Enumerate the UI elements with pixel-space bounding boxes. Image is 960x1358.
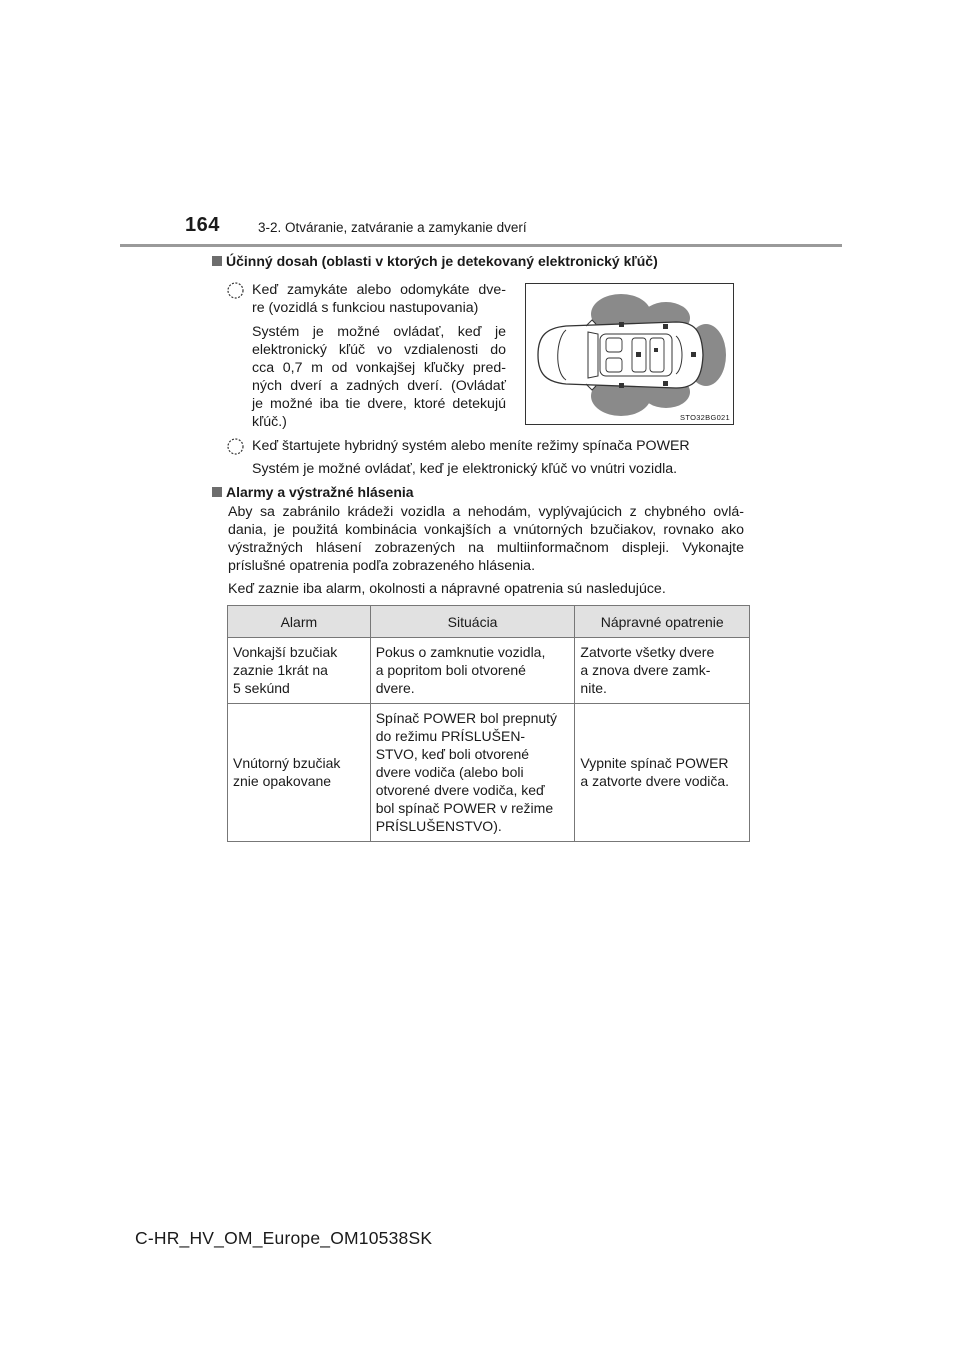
cell-line: Zatvorte všetky dvere — [580, 644, 715, 660]
table-cell-alarm — [228, 704, 371, 842]
table-cell-situation — [370, 638, 575, 704]
square-bullet-icon — [212, 256, 222, 266]
condition-oval-icon — [227, 438, 244, 455]
document-footer-code: C-HR_HV_OM_Europe_OM10538SK — [135, 1228, 433, 1248]
condition-lock-body-line: ných dverí a zadných dverí. (Ovládať — [252, 378, 506, 394]
cell-line: otvorené dvere vodiča, keď — [375, 782, 545, 798]
cell-line: Vypnite spínač POWER — [580, 755, 729, 771]
condition-oval-icon — [227, 282, 244, 299]
alarms-paragraph-line: výstražných hlásení zobrazených na multiinformačnom displeji. Vykonajte — [228, 540, 744, 556]
cell-line: a znova dvere zamk- — [580, 662, 711, 678]
cell-line: STVO, keď boli otvorené — [375, 746, 530, 762]
section-title: 3-2. Otváranie, zatváranie a zamykanie dverí — [258, 220, 527, 235]
table-header-cell: Situácia — [370, 606, 575, 638]
cell-line: a zatvorte dvere vodiča. — [580, 773, 730, 789]
condition-start-title: Keď štartujete hybridný systém alebo meníte režimy spínača POWER — [252, 438, 690, 454]
cell-line: PRÍSLUŠENSTVO). — [375, 818, 502, 834]
cell-line: dvere. — [375, 680, 415, 696]
cell-line: zaznie 1krát na — [233, 662, 328, 678]
alarms-paragraph-2: Keď zaznie iba alarm, okolnosti a nápravné opatrenia sú nasledujúce. — [228, 581, 666, 597]
alarms-paragraph-line: príslušné opatrenia podľa zobrazeného hlásenia. — [228, 558, 536, 574]
table-row — [228, 704, 750, 842]
condition-lock-title-line1: Keď zamykáte alebo odomykáte dve- — [252, 282, 506, 298]
condition-lock-body-line: cca 0,7 m od vonkajšej kľučky pred- — [252, 360, 506, 376]
figure-code: STO32BG021 — [680, 413, 730, 422]
cell-line: Vonkajší bzučiak — [233, 644, 338, 660]
alarms-paragraph-line: Aby sa zabránilo krádeži vozidla a nehodám, vyplývajúcich z chybného ovlá- — [228, 504, 744, 520]
table-cell-action — [575, 638, 750, 704]
square-bullet-icon — [212, 487, 222, 497]
condition-lock-title-line2: re (vozidlá s funkciou nastupovania) — [252, 300, 479, 316]
condition-lock-body-line: kľúč.) — [252, 414, 287, 430]
table-cell-alarm — [228, 638, 371, 704]
page-number: 164 — [185, 214, 220, 236]
condition-lock-body-line: elektronický kľúč vo vzdialenosti do — [252, 342, 506, 358]
section-heading-effective-range: Účinný dosah (oblasti v ktorých je detekovaný elektronický kľúč) — [226, 253, 658, 269]
table-header-cell: Nápravné opatrenie — [575, 606, 750, 638]
cell-line: Spínač POWER bol prepnutý — [375, 710, 558, 726]
cell-line: bol spínač POWER v režime — [375, 800, 554, 816]
alarms-paragraph-line: dania, je použitá kombinácia vonkajších a vnútorných bzučiakov, rovnako ako — [228, 522, 744, 538]
section-heading-alarms: Alarmy a výstražné hlásenia — [226, 484, 414, 500]
cell-line: do režimu PRÍSLUŠEN- — [375, 728, 526, 744]
table-cell-action — [575, 704, 750, 842]
cell-line: 5 sekúnd — [233, 680, 290, 696]
table-header-cell: Alarm — [228, 606, 371, 638]
cell-line: dvere vodiča (alebo boli — [375, 764, 524, 780]
cell-line: Pokus o zamknutie vozidla, — [375, 644, 546, 660]
alarm-table — [227, 605, 750, 842]
header-divider — [120, 244, 842, 247]
detection-range-figure — [525, 283, 734, 425]
cell-line: znie opakovane — [233, 773, 332, 789]
cell-line: a popritom boli otvorené — [375, 662, 526, 678]
table-cell-situation — [370, 704, 575, 842]
table-row — [228, 638, 750, 704]
condition-lock-body-line: Systém je možné ovládať, keď je — [252, 324, 506, 340]
cell-line: nite. — [580, 680, 607, 696]
table-header-row — [228, 606, 750, 638]
condition-lock-body-line: je možné iba tie dvere, ktoré detekujú — [252, 396, 506, 412]
condition-start-body: Systém je možné ovládať, keď je elektronický kľúč vo vnútri vozidla. — [252, 461, 678, 477]
cell-line: Vnútorný bzučiak — [233, 755, 341, 771]
car-top-view-illustration — [526, 284, 733, 424]
